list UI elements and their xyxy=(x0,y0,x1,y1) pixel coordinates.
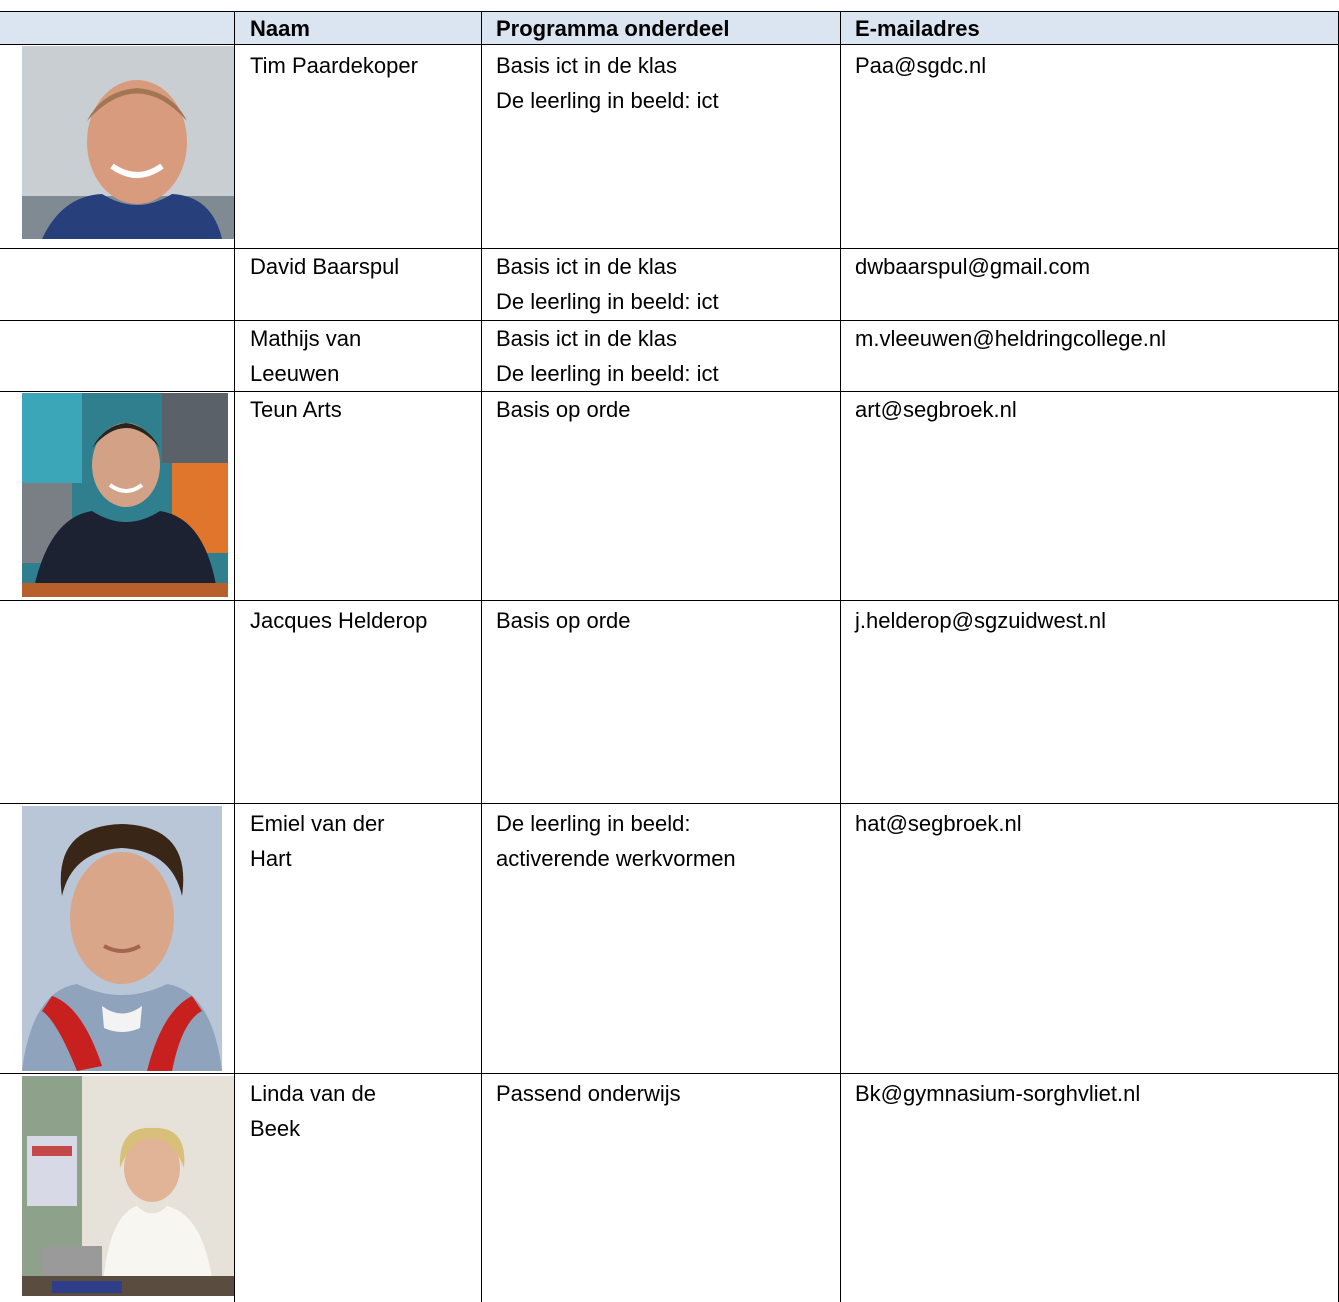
name-line: Emiel van der xyxy=(250,811,385,836)
row-divider xyxy=(0,44,1339,45)
header-cell-photo xyxy=(0,12,234,44)
email-cell xyxy=(855,392,1017,427)
row-divider xyxy=(0,600,1339,601)
name-line: Leeuwen xyxy=(250,361,340,386)
email-cell xyxy=(855,806,1022,841)
program-line: activerende werkvormen xyxy=(496,846,736,871)
name-line: Beek xyxy=(250,1116,301,1141)
email-link[interactable]: m.vleeuwen@heldringcollege.nl xyxy=(855,326,1166,351)
email-cell xyxy=(855,321,1166,356)
portrait-photo xyxy=(22,806,222,1071)
program-line: De leerling in beeld: ict xyxy=(496,361,719,386)
program-line: Basis op orde xyxy=(496,397,631,422)
column-header-email: E-mailadres xyxy=(855,16,980,41)
program-line: De leerling in beeld: xyxy=(496,811,691,836)
portrait-photo xyxy=(22,46,234,239)
column-header-programma: Programma onderdeel xyxy=(496,16,730,41)
name-cell xyxy=(250,806,385,876)
program-cell xyxy=(496,392,631,427)
name-cell xyxy=(250,249,399,284)
row-divider xyxy=(0,391,1339,392)
name-line: Jacques Helderop xyxy=(250,608,428,633)
program-line: Basis op orde xyxy=(496,608,631,633)
program-cell xyxy=(496,321,719,391)
email-link[interactable]: hat@segbroek.nl xyxy=(855,811,1022,836)
row-divider xyxy=(0,1073,1339,1074)
column-divider xyxy=(840,11,841,1302)
name-cell xyxy=(250,48,418,83)
name-line: Linda van de xyxy=(250,1081,376,1106)
email-link[interactable]: Paa@sgdc.nl xyxy=(855,53,987,78)
program-line: De leerling in beeld: ict xyxy=(496,88,719,113)
name-line: Hart xyxy=(250,846,292,871)
program-cell xyxy=(496,249,719,319)
row-divider xyxy=(0,803,1339,804)
program-cell xyxy=(496,48,719,118)
portrait-photo xyxy=(22,1076,234,1296)
email-link[interactable]: Bk@gymnasium-sorghvliet.nl xyxy=(855,1081,1141,1106)
email-cell xyxy=(855,1076,1140,1111)
program-line: De leerling in beeld: ict xyxy=(496,289,719,314)
name-line: Mathijs van xyxy=(250,326,362,351)
name-cell xyxy=(250,1076,376,1146)
program-line: Basis ict in de klas xyxy=(496,53,677,78)
program-line: Passend onderwijs xyxy=(496,1081,681,1106)
column-divider xyxy=(481,11,482,1302)
program-cell xyxy=(496,603,631,638)
name-cell xyxy=(250,392,342,427)
name-cell xyxy=(250,321,361,391)
email-cell xyxy=(855,48,986,83)
name-line: David Baarspul xyxy=(250,254,400,279)
email-link[interactable]: j.helderop@sgzuidwest.nl xyxy=(855,608,1107,633)
program-cell xyxy=(496,1076,681,1111)
program-line: Basis ict in de klas xyxy=(496,254,677,279)
email-cell xyxy=(855,249,1090,284)
email-link[interactable]: art@segbroek.nl xyxy=(855,397,1017,422)
portrait-photo xyxy=(22,393,228,597)
program-cell xyxy=(496,806,736,876)
name-line: Teun Arts xyxy=(250,397,342,422)
email-link[interactable]: dwbaarspul@gmail.com xyxy=(855,254,1091,279)
column-header-naam: Naam xyxy=(250,16,310,41)
column-divider xyxy=(234,11,235,1302)
program-line: Basis ict in de klas xyxy=(496,326,677,351)
name-line: Tim Paardekoper xyxy=(250,53,418,78)
name-cell xyxy=(250,603,427,638)
table-border-top xyxy=(0,11,1339,12)
email-cell xyxy=(855,603,1106,638)
